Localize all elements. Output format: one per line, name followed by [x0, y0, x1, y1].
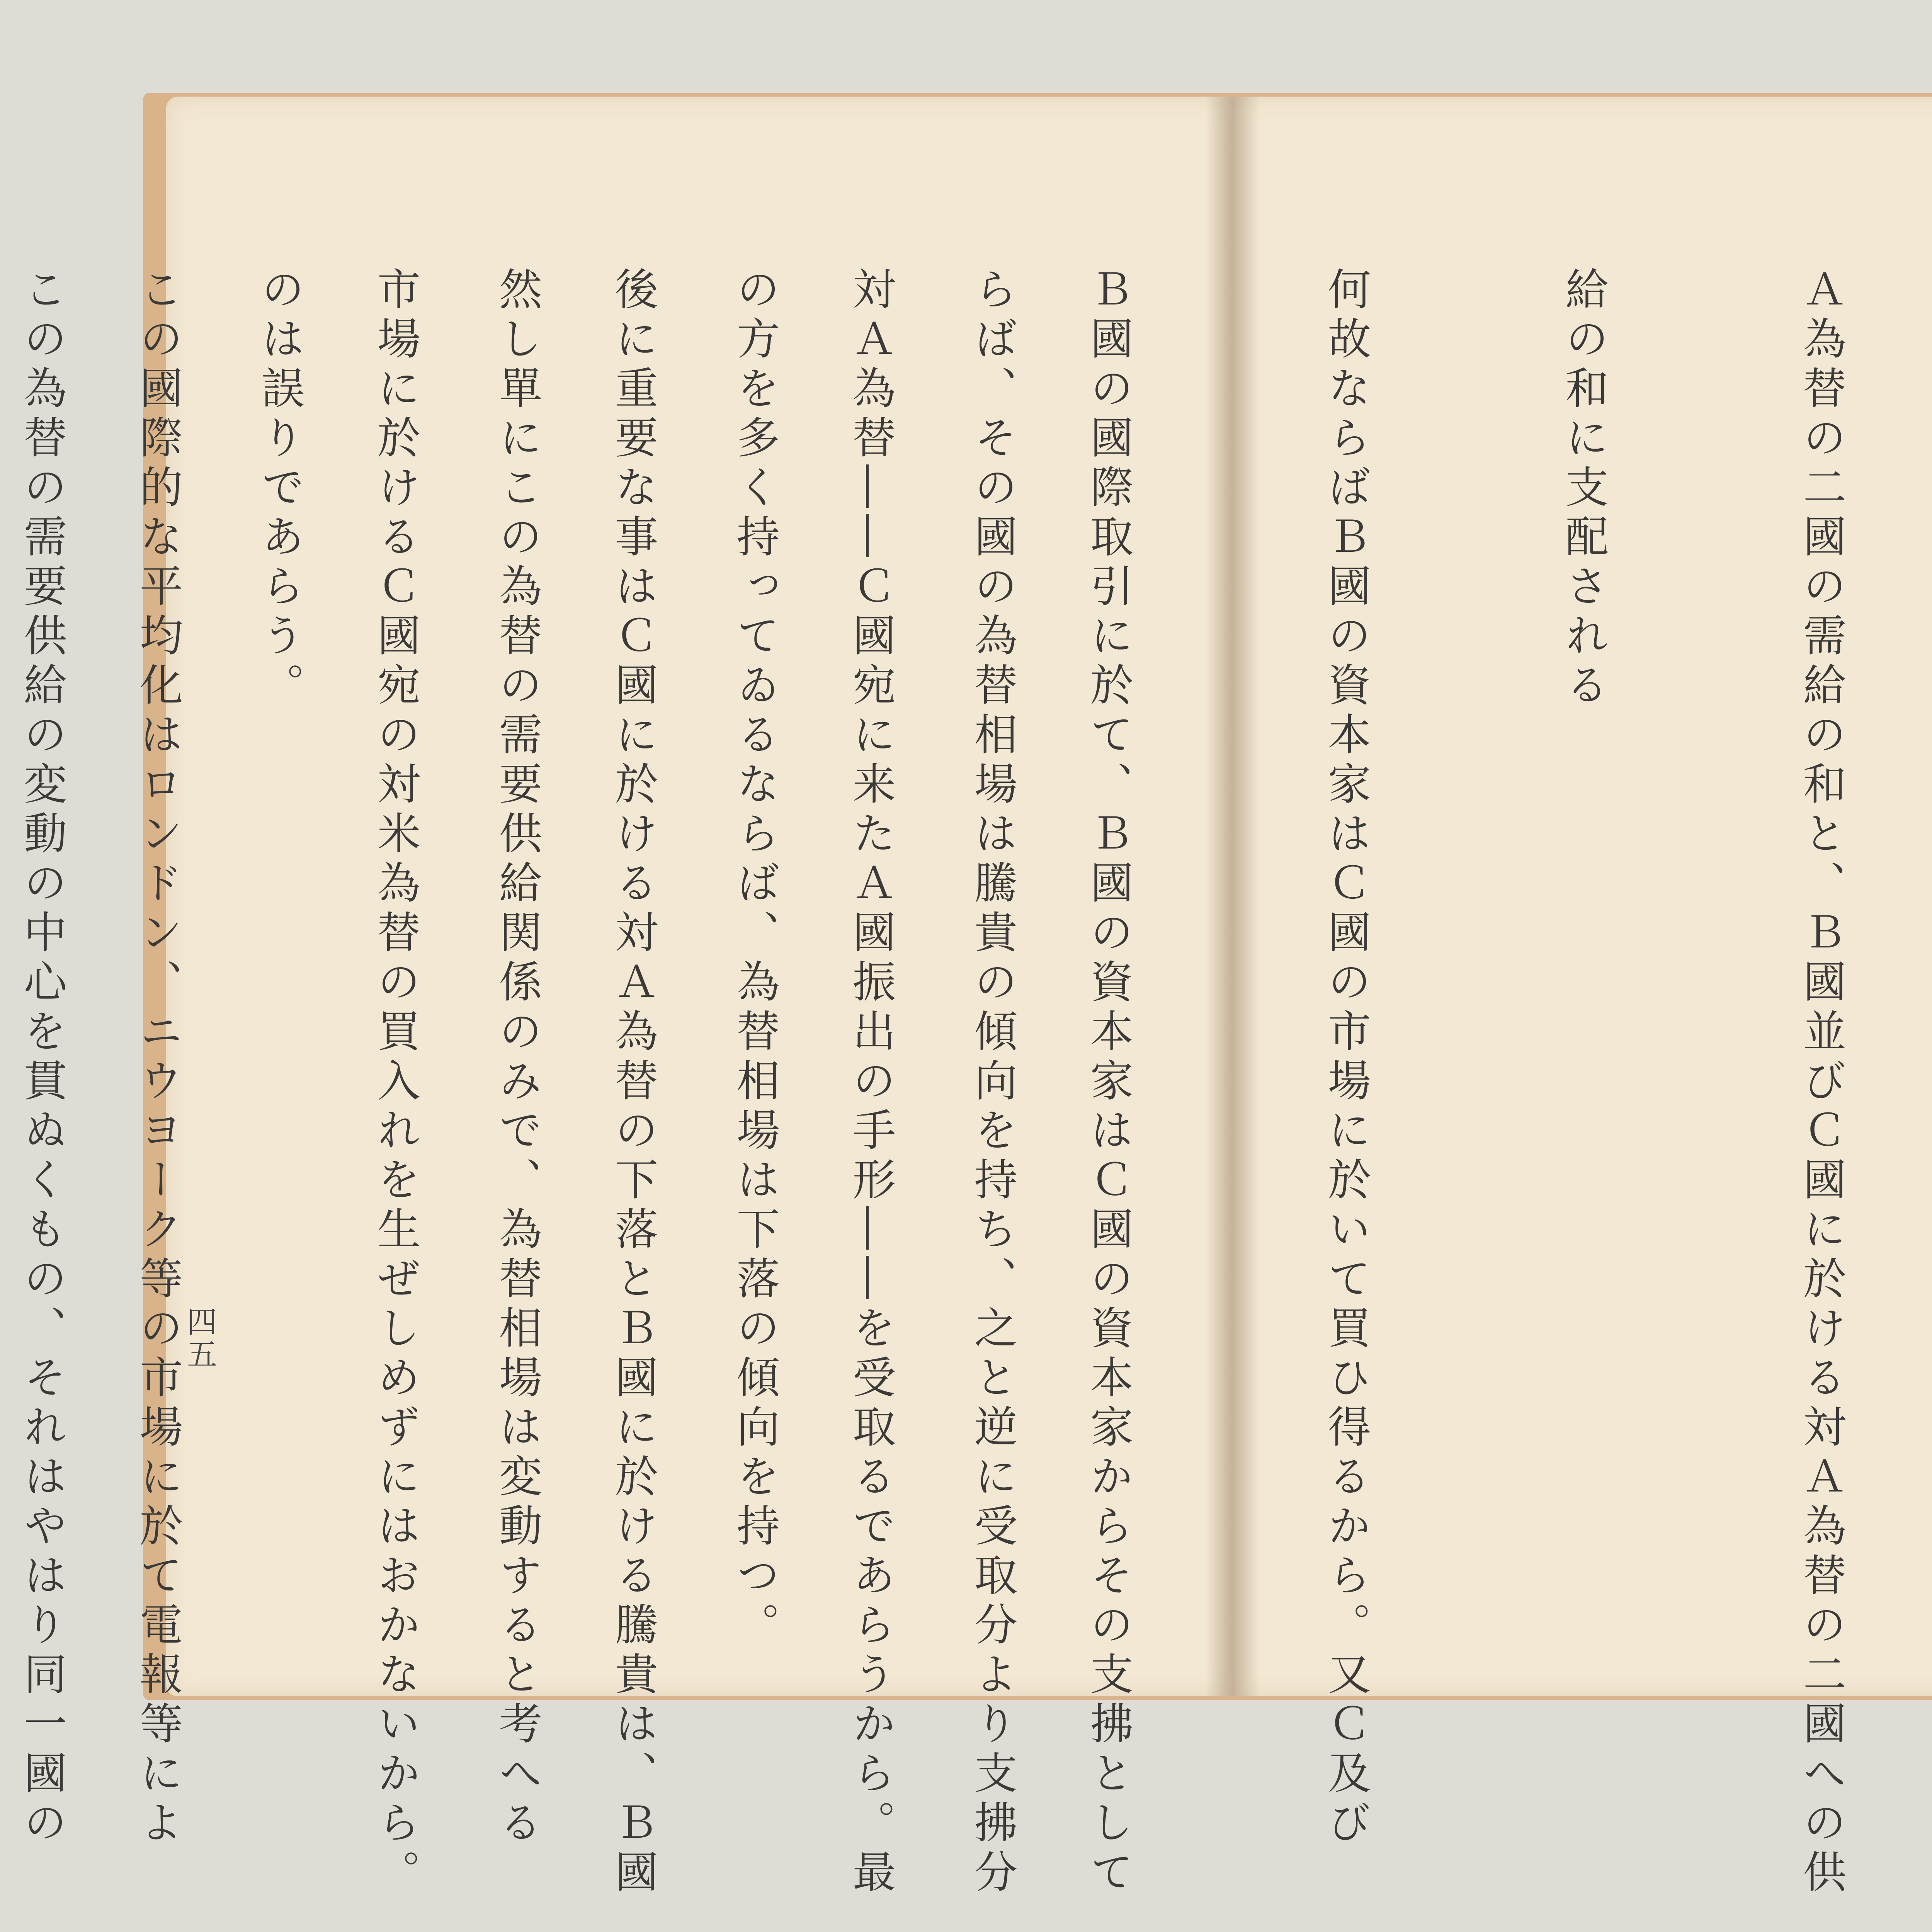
- text-line: 然し單にこの為替の需要供給関係のみで、為替相場は変動すると考へる: [492, 267, 542, 1849]
- text-line: 市場に於けるＣ國宛の対米為替の買入れを生ぜしめずにはおかないから。: [370, 267, 420, 1899]
- left-page-number: 四五: [182, 1306, 217, 1371]
- text-line: 何故ならばＢ國の資本家はＣ國の市場に於いて買ひ得るから。又Ｃ及び: [1321, 267, 1371, 1849]
- text-line: この國際的な平均化はロンドン、ニウヨーク等の市場に於て電報等によ: [133, 267, 183, 1849]
- text-line: 後に重要な事はＣ國に於ける対Ａ為替の下落とＢ國に於ける騰貴は、Ｂ國: [608, 267, 658, 1899]
- text-line: 対Ａ為替――Ｃ國宛に来たＡ國振出の手形――を受取るであらうから。最: [845, 267, 896, 1899]
- text-line: Ｂ國の國際取引に於て、Ｂ國の資本家はＣ國の資本家からその支拂として: [1083, 267, 1133, 1899]
- text-line: Ａ為替の二國の需給の和と、Ｂ國並びＣ國に於ける対Ａ為替の二國への供: [1796, 267, 1846, 1899]
- text-line: のは誤りであらう。: [254, 267, 304, 712]
- text-line: この為替の需要供給の変動の中心を貫ぬくもの、それはやはり同一國の: [17, 267, 67, 1849]
- text-line: の方を多く持ってゐるならば、為替相場は下落の傾向を持つ。: [730, 267, 780, 1651]
- text-line: 給の和に支配される: [1558, 267, 1609, 712]
- text-line: らば、その國の為替相場は騰貴の傾向を持ち、之と逆に受取分より支拂分: [967, 267, 1017, 1899]
